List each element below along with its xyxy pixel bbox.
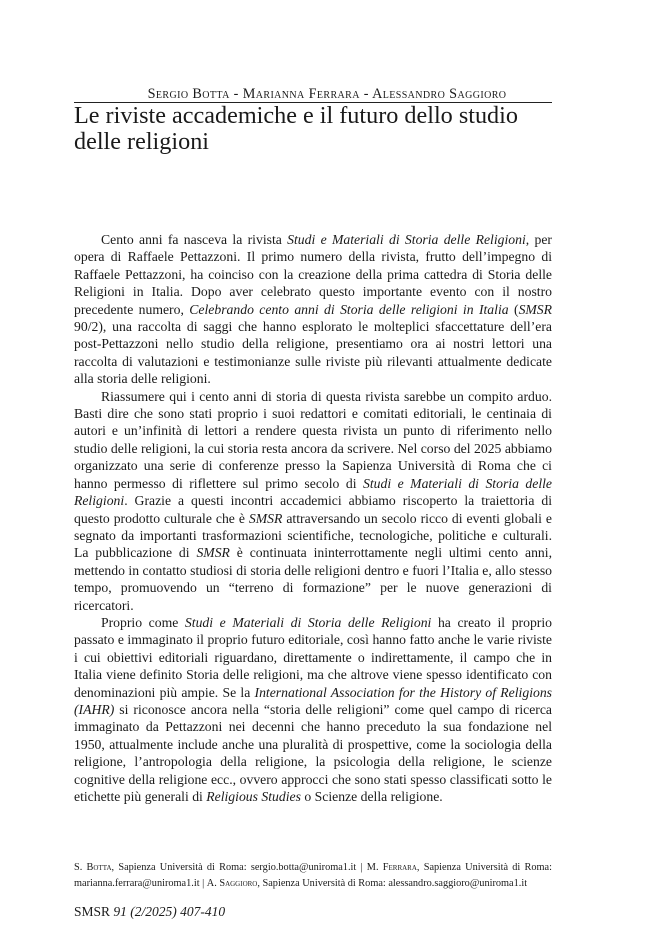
volume-title: Celebrando cento anni di Storia delle religioni in Italia [189,301,509,317]
journal-title: Studi e Materiali di Storia delle Religioni [184,614,432,630]
journal-title: Studi e Materiali di Storia delle Religioni [287,232,526,247]
article-title-line: delle religioni [74,128,210,155]
text-run: . Grazie a questi incontri accademici abbiamo riscoperto la traiettoria di questo prodotto culturale che è [74,493,552,526]
text-run: Proprio come [101,614,185,630]
body-paragraph [74,614,552,805]
text-run: ha creato il proprio passato e immaginato il proprio futuro editoriale, così hanno fatto anche le varie riviste i cui obiettivi editoriali riguardano, direttamente o indirettamente, il campo che in Italia viene definito Storia delle religioni, ma che altrove viene spesso identificato con denominazioni più ampie. Se la [74,614,552,700]
journal-name: SMSR [74,904,114,919]
journal-abbr: SMSR [518,301,553,317]
author-name: M. Ferrara [366,862,417,873]
affiliation-text: , Sapienza Università di Roma: sergio.botta@uniroma1.it | [111,862,367,873]
journal-abbr: SMSR [248,510,283,526]
article-body [74,231,552,805]
text-run: 90/2), una raccolta di saggi che hanno esplorato le molteplici sfaccettature dell’era post-Pettazzoni nello studio della religione, presentiamo ora ai nostri lettori una raccolta di valutazioni e testimonianze sulle riviste più rilevanti attualmente dedicate alla storia delle religioni. [74,319,552,387]
text-run: Cento anni fa nasceva la rivista [101,232,288,247]
text-run: Riassumere qui i cento anni di storia di questa rivista sarebbe un compito arduo. Basti dire che sono stati proprio i suoi redattori e comitati editoriali, le centinaia di autori e un’infinità di lettori a rendere questa rivista un punto di riferimento nello studio delle religioni, la cui storia resta ancora da scrivere. Nel corso del 2025 abbiamo organizzato una serie di conferenze presso la Sapienza Università di Roma che ci hanno permesso di riflettere sul primo secolo di [74,388,552,491]
text-run: si riconosce ancora nella “storia delle religioni” come quel campo di ricerca immaginato da Pettazzoni nei decenni che hanno preceduto la sua fondazione nel 1950, attualmente include anche una pluralità di prospettive, come la sociologia della religione, l’antropologia della religione, la psicologia della religione, le scienze cognitive della religione ecc., ovvero approcci che sono stati spesso classificati sotto le etichette più generali di [74,701,552,804]
author-name: A. Saggioro [206,878,258,889]
author-affiliations [74,860,552,892]
body-paragraph [74,388,552,614]
author-name: S. Botta [74,862,112,873]
journal-title: Studi e Materiali di Storia delle Religioni [74,475,553,509]
text-run: , per opera di Raffaele Pettazzoni. Il primo numero della rivista, frutto dell’impegno di Raffaele Pettazzoni, ha coinciso con la creazione della prima cattedra di Storia delle Religioni in Italia. Dopo aver celebrato questo importante evento con il nostro precedente numero, [74,232,552,317]
journal-abbr: SMSR [196,545,230,561]
text-run: attraversando un secolo ricco di eventi globali e segnato da importanti trasformazioni scientifiche, tecnologiche, politiche e culturali. La pubblicazione di [74,510,552,561]
article-title-line: Le riviste accademiche e il futuro dello studio [74,102,518,129]
text-run: è continuata ininterrottamente negli ultimi cento anni, mettendo in contatto studiosi di storia delle religioni dentro e fuori l’Italia e, allo stesso tempo, promuovendo un “terreno di formazione” per le nuove generazioni di ricercatori. [74,545,552,613]
association-name: International Association for the History of Religions (IAHR) [74,684,553,717]
text-run: o Scienze della religione. [300,789,443,804]
text-run: ( [508,301,519,317]
issue-pages: 91 (2/2025) 407-410 [113,904,226,919]
body-paragraph [74,231,552,388]
article-title [74,103,552,155]
journal-citation [74,904,225,920]
article-authors: Sergio Botta - Marianna Ferrara - Alessandro Saggioro [147,86,507,102]
field-name: Religious Studies [206,789,301,804]
affiliation-text: , Sapienza Università di Roma: alessandro.saggioro@uniroma1.it [257,878,528,889]
affiliation-text: , Sapienza Università di Roma: marianna.ferrara@uniroma1.it | [74,862,552,889]
